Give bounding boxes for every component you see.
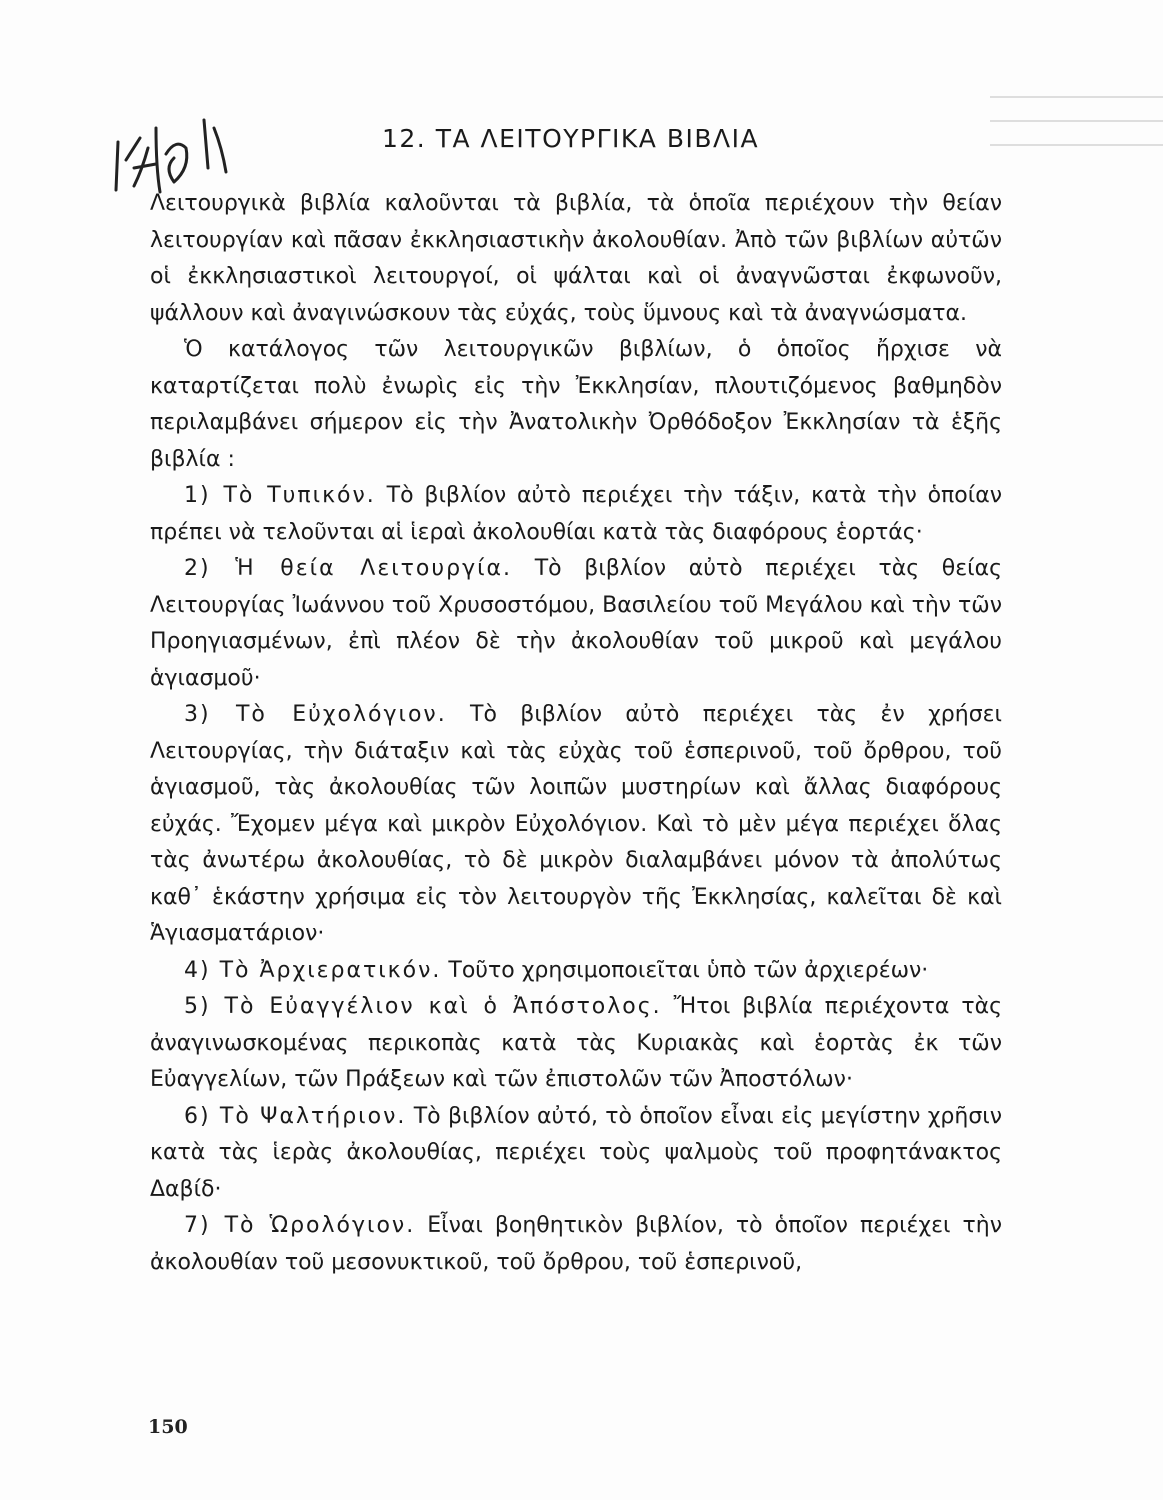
list-item — [150, 953, 1002, 990]
list-item-heading: 4) Τὸ Ἀρχιερατικόν. — [184, 957, 442, 983]
list-item — [150, 697, 1002, 953]
list-item-heading: 3) Τὸ Εὐχολόγιον. — [184, 702, 447, 727]
bleed-through-lines — [990, 96, 1163, 166]
list-item-text: Τὸ βιβλίον αὐτὸ περιέχει τὰς ἐν χρήσει Λειτουργίας, τὴν διάταξιν καὶ τὰς εὐχὰς τοῦ ἑσπερινοῦ, τοῦ ὄρθρου, τοῦ ἁγιασμοῦ, τὰς ἀκολουθίας τῶν λοιπῶν μυστηρίων καὶ ἄλλας διαφόρους εὐχάς. Ἔχομεν μέγα καὶ μικρὸν Εὐχολόγιον. Καὶ τὸ μὲν μέγα περιέχει ὅλας τὰς ἀνωτέρω ἀκολουθίας, τὸ δὲ μικρὸν διαλαμβάνει μόνον τὰ ἀπολύτως καθ᾽ ἑκάστην χρήσιμα εἰς τὸν λειτουργὸν τῆς Ἐκκλησίας, καλεῖται δὲ καὶ Ἁγιασματάριον· — [150, 702, 1002, 946]
list-item — [150, 551, 1002, 697]
list-item — [150, 1099, 1002, 1209]
list-item-heading: 6) Τὸ Ψαλτήριον. — [184, 1103, 407, 1129]
list-item-heading: 1) Τὸ Τυπικόν. — [184, 483, 376, 508]
list-item — [150, 478, 1002, 551]
list-item-text: Τοῦτο χρησιμοποιεῖται ὑπὸ τῶν ἀρχιερέων· — [441, 957, 929, 983]
list-item-text: Τὸ βιβλίον αὐτό, τὸ ὁποῖον εἶναι εἰς μεγίστην χρῆσιν κατὰ τὰς ἱερὰς ἀκολουθίας, περιέχει τοὺς ψαλμοὺς τοῦ προφητάνακτος Δαβίδ· — [150, 1103, 1002, 1202]
page-number: 150 — [148, 1416, 188, 1438]
list-item-text: Ἤτοι βιβλία περιέχοντα τὰς ἀναγινωσκομένας περικοπὰς κατὰ τὰς Κυριακὰς καὶ ἑορτὰς ἐκ τῶν Εὐαγγελίων, τῶν Πράξεων καὶ τῶν ἐπιστολῶν τῶν Ἀποστόλων· — [150, 994, 1002, 1092]
list-item-text: Εἶναι βοηθητικὸν βιβλίον, τὸ ὁποῖον περιέχει τὴν ἀκολουθίαν τοῦ μεσονυκτικοῦ, τοῦ ὄρθρου, τοῦ ἑσπερινοῦ, — [150, 1213, 1002, 1275]
catalog-paragraph: Ὁ κατάλογος τῶν λειτουργικῶν βιβλίων, ὁ ὁποῖος ἤρχισε νὰ καταρτίζεται πολὺ ἐνωρὶς εἰς τὴν Ἐκκλησίαν, πλουτιζόμενος βαθμηδὸν περιλαμβάνει σήμερον εἰς τὴν Ἀνατολικὴν Ὀρθόδοξον Ἐκκλησίαν τὰ ἑξῆς βιβλία : — [150, 337, 1002, 472]
body-text — [150, 186, 1002, 1281]
list-item-text: Τὸ βιβλίον αὐτὸ περιέχει τὰς θείας Λειτουργίας Ἰωάννου τοῦ Χρυσοστόμου, Βασιλείου τοῦ Μεγάλου καὶ τὴν τῶν Προηγιασμένων, ἐπὶ πλέον δὲ τὴν ἀκολουθίαν τοῦ μικροῦ καὶ μεγάλου ἁγιασμοῦ· — [150, 556, 1002, 691]
list-item-text: Τὸ βιβλίον αὐτὸ περιέχει τὴν τάξιν, κατὰ τὴν ὁποίαν πρέπει νὰ τελοῦνται αἱ ἱεραὶ ἀκολουθίαι κατὰ τὰς διαφόρους ἑορτάς· — [150, 483, 1003, 545]
intro-paragraph: Λειτουργικὰ βιβλία καλοῦνται τὰ βιβλία, τὰ ὁποῖα περιέχουν τὴν θείαν λειτουργίαν καὶ πᾶσαν ἐκκλησιαστικὴν ἀκολουθίαν. Ἀπὸ τῶν βιβλίων αὐτῶν οἱ ἐκκλησιαστικοὶ λειτουργοί, οἱ ψάλται καὶ οἱ ἀναγνῶσται ἐκφωνοῦν, ψάλλουν καὶ ἀναγινώσκουν τὰς εὐχάς, τοὺς ὕμνους καὶ τὰ ἀναγνώσματα. — [150, 191, 1002, 326]
list-item-heading: 2) Ἡ θεία Λειτουργία. — [184, 556, 513, 581]
chapter-title: 12. ΤΑ ΛΕΙΤΟΥΡΓΙΚΑ ΒΙΒΛΙΑ — [382, 124, 760, 153]
list-item-heading: 5) Τὸ Εὐαγγέλιον καὶ ὁ Ἀπόστολος. — [184, 994, 662, 1019]
list-item-heading: 7) Τὸ Ὡρολόγιον. — [184, 1213, 416, 1238]
list-item — [150, 989, 1002, 1099]
list-item — [150, 1208, 1002, 1281]
